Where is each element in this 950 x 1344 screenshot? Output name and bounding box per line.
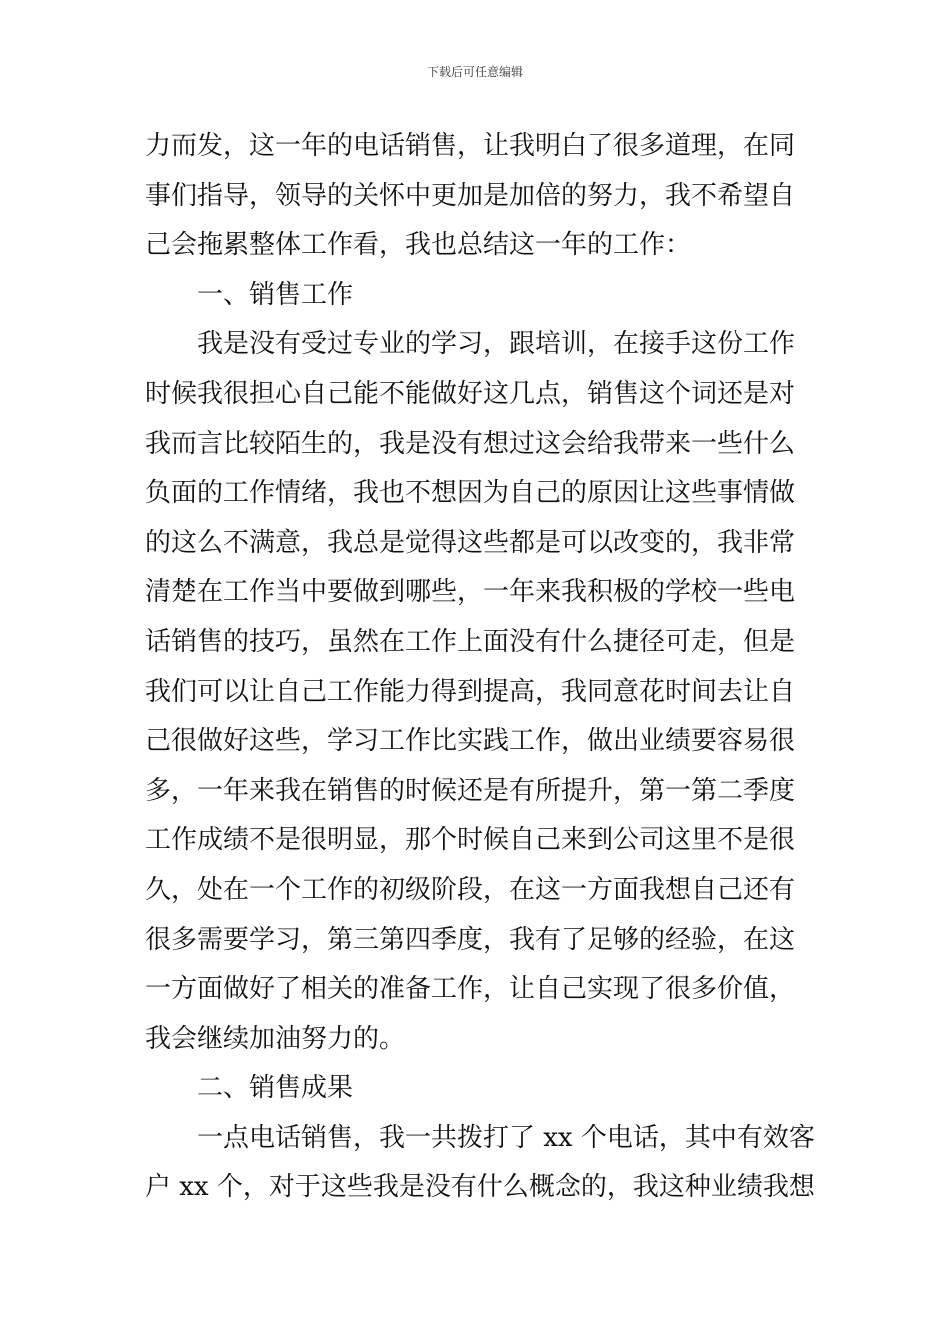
body-line: 力而发，这一年的电话销售，让我明白了很多道理，在同 <box>145 131 796 161</box>
body-line: 己会拖累整体工作看，我也总结这一年的工作： <box>145 230 692 261</box>
body-line: 负面的工作情绪，我也不想因为自己的原因让这些事情做 <box>145 478 796 509</box>
body-line: 我会继续加油努力的。 <box>145 1023 406 1054</box>
body-line: 工作成绩不是很明显，那个时候自己来到公司这里不是很 <box>145 825 796 856</box>
body-line: 的这么不满意，我总是觉得这些都是可以改变的，我非常 <box>145 527 796 558</box>
body-line: 我而言比较陌生的，我是没有想过这会给我带来一些什么 <box>145 428 796 459</box>
body-line: 我们可以让自己工作能力得到提高，我同意花时间去让自 <box>145 676 796 707</box>
body-line: 己很做好这些，学习工作比实践工作，做出业绩要容易很 <box>145 726 796 757</box>
document-body <box>145 122 815 1213</box>
page-header-note: 下载后可任意编辑 <box>426 65 523 79</box>
section-heading-sales-results: 二、销售成果 <box>197 1073 354 1104</box>
paragraph-start-line: 我是没有受过专业的学习，跟培训，在接手这份工作 <box>197 329 796 360</box>
body-line: 清楚在工作当中要做到哪些，一年来我积极的学校一些电 <box>145 577 796 608</box>
body-line: 话销售的技巧，虽然在工作上面没有什么捷径可走，但是 <box>145 626 796 657</box>
body-line: 一方面做好了相关的准备工作，让自己实现了很多价值， <box>145 974 796 1005</box>
body-line: 多，一年来我在销售的时候还是有所提升，第一第二季度 <box>145 775 796 806</box>
body-line: 久，处在一个工作的初级阶段，在这一方面我想自己还有 <box>145 874 796 905</box>
body-line: 很多需要学习，第三第四季度，我有了足够的经验，在这 <box>145 924 796 955</box>
paragraph-start-line: 一点电话销售，我一共拨打了 xx 个电话，其中有效客 <box>197 1122 815 1153</box>
body-line: 时候我很担心自己能不能做好这几点，销售这个词还是对 <box>145 378 796 409</box>
body-line: 户 xx 个，对于这些我是没有什么概念的，我这种业绩我想 <box>145 1172 815 1203</box>
body-line: 事们指导，领导的关怀中更加是加倍的努力，我不希望自 <box>145 180 796 211</box>
section-heading-sales-work: 一、销售工作 <box>197 279 354 310</box>
